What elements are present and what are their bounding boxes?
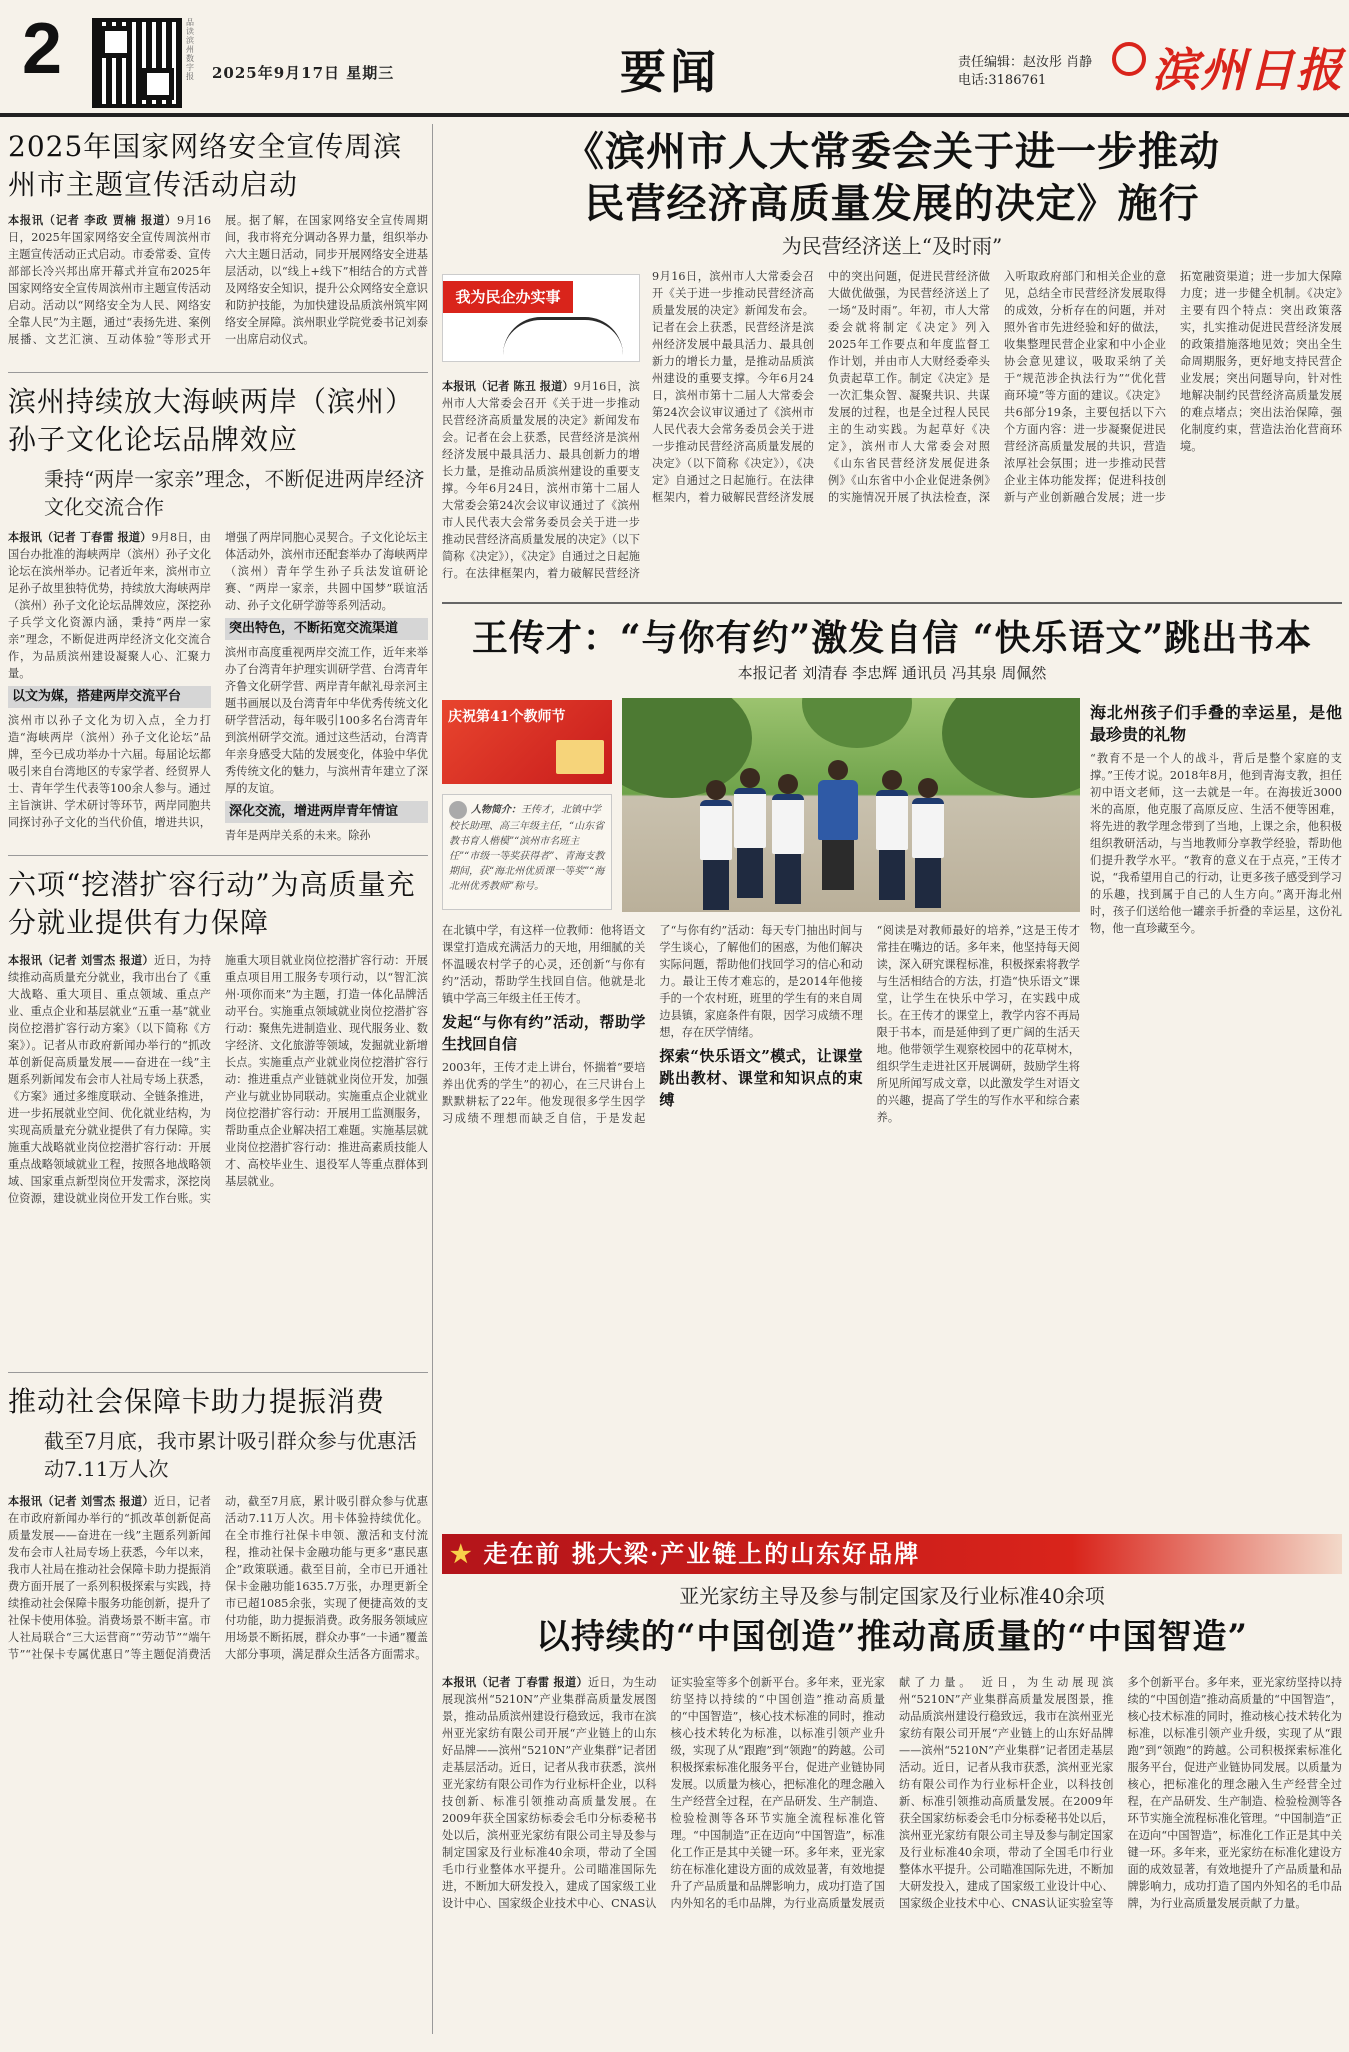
series-banner[interactable] <box>442 1534 1342 1574</box>
image-caption: 我为民企办实事 <box>443 281 573 313</box>
teachers-day-poster[interactable] <box>442 700 612 784</box>
section-label: 探索“快乐语文”模式，让课堂跳出教材、课堂和知识点的束缚 <box>659 1047 863 1109</box>
article-title[interactable]: 2025年国家网络安全宣传周滨州市主题宣传活动启动 <box>8 130 403 201</box>
page-number: 2 <box>22 9 63 89</box>
lead-title-line1[interactable]: 《滨州市人大常委会关于进一步推动 <box>564 128 1220 175</box>
lead-image[interactable] <box>442 274 640 362</box>
article-body <box>8 1493 428 1823</box>
right-column <box>442 124 1342 2044</box>
student-figure <box>912 778 944 908</box>
feature-title[interactable]: 王传才：“与你有约”激发自信 “快乐语文”跳出书本 <box>471 617 1313 659</box>
series-banner-text: 走在前 挑大梁·产业链上的山东好品牌 <box>483 1539 921 1568</box>
lead-body-col1 <box>442 378 640 598</box>
star-icon: ★ <box>450 1539 474 1568</box>
article-text: 2003年，王传才走上讲台，怀揣着“要培养出优秀的学生”的初心，在三尺讲台上默默耕耘了22年。他发现很多学生因学习成绩不理想而缺乏自信，于是发起了“与你有约”活动：每天专门抽出时间与学生谈心，了解他们的困惑，为他们解决实际问题，帮助他们找回学习的信心和动力。最让王传才难忘的，是2014年他接手的一个农村班，班里的学生有的来自周边县镇，家庭条件有限，因学习成绩不理想，存在厌学情绪。 <box>442 924 863 1125</box>
article-title[interactable]: 六项“挖潜扩容行动”为高质量充分就业提供有力保障 <box>8 868 416 939</box>
byline: 本报讯（记者 李政 贾楠 报道） <box>8 213 177 227</box>
article-text: 青年是两岸关系的未来。除孙 <box>225 829 371 842</box>
profile-box <box>442 794 612 910</box>
byline: 本报讯（记者 陈丑 报道） <box>442 379 574 393</box>
section-label: 深化交流，增进两岸青年情谊 <box>225 801 428 823</box>
article-body <box>8 529 428 845</box>
article-text: 9月16日，滨州市人大常委会召开《关于进一步推动民营经济高质量发展的决定》新闻发布会。记者在会上获悉，民营经济是滨州经济发展中最具活力、最具创新力的增长力量，是推动品质滨州建设的重要支撑。今年6月24日，滨州市第十二届人大常委会第24次会议审议通过了《滨州市人民代表大会常务委员会关于进一步推动民营经济高质量发展的决定》（以下简称《决定》），《决定》自通过之日起施行。在法律框架内，着力破解民营经济发展中的突出问题，促进民营经济做大做优做强，为民营经济送上了一场“及时雨”。年初，市人大常委会就将制定《决定》列入2025年工作要点和年度监督工作计划，并由市人大财经委牵头负责起草工作。制定《决定》是一次汇集众智、凝聚共识、共谋发展的过程，也是全过程人民民主的生动实践。为起草好《决定》，滨州市人大常委会对照《山东省民营经济发展促进条例》《山东省中小企业促进条例》的实施情况开展了执法检查，深入听取政府部门和相关企业的意见，总结全市民营经济发展取得的成效，分析存在的问题，并对照外省市先进经验和好的做法，收集整理民营企业家和中小企业协会意见建议，吸取采纳了关于“规范涉企执法行为”“优化营商环境”等方面的建议。《决定》共6部分19条，主要包括以下六个方面内容：进一步凝聚促进民营经济高质量发展的共识，营造浓厚社会氛围；进一步推动民营企业主体功能发挥；促进科技创新与产业创新融合发展；进一步拓宽融资渠道；进一步加大保障力度；进一步健全机制。《决定》主要有四个特点：突出政策落实，扎实推动促进民营经济发展的政策措施落地见效；突出全生命周期服务，更好地支持民营企业发展；突出问题导向，针对性地解决制约民营经济高质量发展的难点堵点；突出法治保障，强化制度约束，营造法治化营商环境。 <box>652 270 1342 504</box>
divider <box>8 1372 428 1373</box>
feature-byline: 本报记者 刘清春 李忠辉 通讯员 冯其泉 周佩然 <box>737 664 1047 682</box>
section-label: 海北州孩子们手叠的幸运星，是他最珍贵的礼物 <box>1090 703 1342 744</box>
column-divider <box>432 124 433 2034</box>
student-figure <box>700 780 732 910</box>
article-body <box>8 212 428 362</box>
masthead <box>0 0 1349 110</box>
poster-text: 庆祝第41个教师节 <box>448 709 566 725</box>
article-text: 在北镇中学，有这样一位教师：他将语文课堂打造成充满活力的天地，用细腻的关怀温暖农村学子的心灵，还创新“与你有约”活动，帮助学生找回自信。他就是北镇中学高三年级主任王传才。 <box>442 924 646 1005</box>
article-text: 滨州市高度重视两岸交流工作，近年来举办了台湾青年护理实训研学营、台湾青年齐鲁文化研学营、两岸青年献礼母亲河主题书画展以及台湾青年中华优秀传统文化研学营活动，每年吸引100多名台湾青年到滨州研学交流。通过这些活动，台湾青年亲身感受大陆的发展变化，体验中华优秀传统文化的魅力，与滨州青年建立了深厚的友谊。 <box>225 646 428 795</box>
header-divider <box>0 113 1349 117</box>
series-subtitle: 亚光家纺主导及参与制定国家及行业标准40余项 <box>679 1584 1105 1608</box>
article-social-security-card[interactable] <box>8 1383 428 1823</box>
tree <box>942 698 1080 798</box>
article-text: 9月8日，由国台办批准的海峡两岸（滨州）孙子文化论坛在滨州举办。记者近年来，滨州市立足孙子故里独特优势，持续放大海峡两岸（滨州）孙子文化论坛品牌效应，深挖孙子兵学文化资源内涵，秉持“两岸一家亲”理念，不断促进两岸经济文化交流合作，为品质滨州建设凝聚人心、汇聚力量。 <box>8 531 211 680</box>
calligraphy-stroke <box>503 317 623 355</box>
divider <box>8 855 428 856</box>
article-text: 近日，为持续推动高质量充分就业，我市出台了《重大战略、重大项目、重点领域、重点产业、重点企业和基层就业“五重一基”就业岗位挖潜扩容行动方案》（以下简称《方案》）。记者从市政府新闻办举行的“抓改革创新促高质量发展——奋进在一线”主题系列新闻发布会市人社局专场上获悉，《方案》通过多维度联动、全链条推进，进一步拓展就业空间、优化就业结构，为实现高质量充分就业提供了有力保障。实施重大战略就业岗位挖潜扩容行动：开展重点战略领域就业工程，按照各地战略领域、国家重点新型岗位开发需求，深挖岗位资源，建设就业岗位开发工作台账。实施重大项目就业岗位挖潜扩容行动：开展重点项目用工服务专项行动，以“智汇滨州·项你而来”为主题，打造一体化品牌活动平台。实施重点领域就业岗位挖潜扩容行动：聚焦先进制造业、现代服务业、数字经济、文化旅游等领域，发掘就业新增长点。实施重点产业就业岗位挖潜扩容行动：推进重点产业链就业岗位开发，加强产业与就业协同联动。实施重点企业就业岗位挖潜扩容行动：开展用工监测服务，帮助重点企业解决招工难题。实施基层就业岗位挖潜扩容行动：推进高素质技能人才、高校毕业生、退役军人等重点群体到基层就业。 <box>8 954 428 1205</box>
section-label: 发起“与你有约”活动，帮助学生找回自信 <box>442 1013 646 1053</box>
article-text: 9月16日，2025年国家网络安全宣传周滨州市主题宣传活动正式启动。市委常委、宣传部部长冷兴邦出席开幕式并宣布2025年国家网络安全宣传周滨州市主题宣传活动启动。活动以“网络安全为人民、网络安全靠人民”为主题，通过“表扬先进、案例展播、文艺汇演、互动体验”等形式开展。据了解，在国家网络安全宣传周期间，我市将充分调动各界力量，组织举办六大主题日活动，同步开展网络安全进基层活动，以“线上+线下”相结合的方式普及网络安全知识，提升公众网络安全意识和防护技能，为加快建设品质滨州筑牢网络安全屏障。滨州职业学院党委书记刘泰一出席启动仪式。 <box>8 214 428 346</box>
article-text: 近日，记者在市政府新闻办举行的“抓改革创新促高质量发展——奋进在一线”主题系列新闻发布会市人社局专场上获悉，今年以来，我市人社局在推动社会保障卡助力提振消费方面开展了一系列积极探索与实践，持续推动社会保障卡服务功能创新，提升了社保卡使用体验。消费场景不断丰富。市人社局联合“三大运营商”“劳动节”“端午节”“社保卡专属优惠日”等主题促消费活动，截至7月底，累计吸引群众参与优惠活动7.11万人次。用卡体验持续优化。在全市推行社保卡申领、激活和支付流程，推动社保卡金融功能与更多“惠民惠企”政策联通。截至目前，全市已开通社保卡金融功能1635.7万张，办理更新全市已超1085余张，实现了便捷高效的支付功能，助力提振消费。政务服务领域应用场景不断拓展，群众办事“一卡通”覆盖大部分事项，满足群众生活各方面需求。 <box>8 1495 428 1661</box>
tree <box>622 698 752 798</box>
qr-code[interactable] <box>92 18 182 108</box>
article-text: 滨州市以孙子文化为切入点，全力打造“海峡两岸（滨州）孙子文化论坛”品牌，至今已成功举办十六届。每届论坛都吸引来自台湾地区的专家学者、经贸界人士、青年学生代表等100余人参与。通过主旨演讲、学术研讨等环节，两岸同胞共同探讨孙子文化的当代价值，增进共识，增强了两岸同胞心灵契合。子文化论坛主体活动外，滨州市还配套举办了海峡两岸（滨州）青年学生孙子兵法发谊研论赛、“两岸一家亲，共圆中国梦”联谊活动、孙子文化研学游等系列活动。 <box>8 531 428 829</box>
editor-phone: 电话:3186761 <box>958 73 1047 88</box>
article-subtitle: 秉持“两岸一家亲”理念，不断促进两岸经济文化交流合作 <box>44 467 425 519</box>
lead-subtitle: 为民营经济送上“及时雨” <box>781 234 1003 258</box>
feature-body <box>442 922 1080 1528</box>
article-body <box>8 952 428 1362</box>
series-body <box>442 1674 1342 2044</box>
article-text: “教育不是一个人的战斗，背后是整个家庭的支撑。”王传才说。2018年8月，他到青海支教，担任初中语文老师，这一去就是一年。在海拔近3000米的高原，他克服了高原反应、生活不便等困难，将先进的教学理念带到了当地，上课之余，他积极组织教研活动，与当地教师分享教学经验，帮助他们提升教学水平。“教育的意义在于点亮，”王传才说，“我希望用自己的行动，让更多孩子感受到学习的乐趣，找到属于自己的人生方向。”离开海北州时，孩子们送给他一罐亲手折叠的幸运星，这份礼物，他一直珍藏至今。 <box>1090 752 1342 935</box>
teacher-figure <box>818 760 858 890</box>
issue-date: 2025年9月17日 星期三 <box>212 64 395 82</box>
profile-label: 人物简介： <box>471 804 521 816</box>
newspaper-logo-icon <box>1112 42 1146 76</box>
article-text: 近日，为生动展现滨州“5210N”产业集群高质量发展图景，推动品质滨州建设行稳致远，我市在滨州亚光家纺有限公司开展“产业链上的山东好品牌——滨州“5210N”产业集群”记者团走基层活动。近日，记者从我市获悉，滨州亚光家纺有限公司作为行业标杆企业，以科技创新、标准引领推动高质量发展。在2009年获全国家纺标委会毛巾分标委秘书处以后，滨州亚光家纺有限公司主导及参与制定国家及行业标准40余项，带动了全国毛巾行业整体水平提升。公司瞄准国际先进，不断加大研发投入，建成了国家级工业设计中心、国家级企业技术中心、CNAS认证实验室等多个创新平台。多年来，亚光家纺坚持以持续的“中国创造”推动高质量的“中国智造”，核心技术标准的同时，推动核心技术转化为标准，以标准引领产业升级，实现了从“跟跑”到“领跑”的跨越。公司积极探索标准化服务平台，促进产业链协同发展。以质量为核心，把标准化的理念融入生产经营全过程，在产品研发、生产制造、检验检测等各环节实施全流程标准化管理。“中国制造”正在迈向“中国智造”，标准化工作正是其中关键一环。多年来，亚光家纺在标准化建设方面的成效显著，有效地提升了产品质量和品牌影响力，成功打造了国内外知名的毛巾品牌，为行业高质量发展贡献了力量。 <box>442 1676 975 1910</box>
tree <box>802 698 912 748</box>
article-subtitle: 截至7月底，我市累计吸引群众参与优惠活动7.11万人次 <box>44 1429 417 1481</box>
article-employment[interactable] <box>8 866 428 1362</box>
student-figure <box>734 768 766 898</box>
article-text: “阅读是对教师最好的培养，”这是王传才常挂在嘴边的话。多年来，他坚持每天阅读，深入研究课程标准，积极探索将教学与生活相结合的方法，打造“快乐语文”课堂，让学生在快乐中学习，在实践中成长。在王传才的课堂上，教学内容不再局限于书本，而是延伸到了更广阔的生活天地。他带领学生观察校园中的花草树木，组织学生走进社区开展调研，鼓励学生将所见所闻写成文章，以此激发学生对语文的兴趣，提高了学生的写作水平和综合素养。 <box>876 924 1080 1124</box>
editor-info <box>958 54 1092 90</box>
series-title[interactable]: 以持续的“中国创造”推动高质量的“中国智造” <box>535 1617 1249 1657</box>
section-label: 突出特色，不断拓宽交流渠道 <box>225 618 428 640</box>
article-sunzi-forum[interactable] <box>8 383 428 845</box>
student-figure <box>772 774 804 904</box>
left-column <box>8 124 428 2044</box>
newspaper-logo: 滨州日报 <box>1152 43 1344 97</box>
feature-side-col <box>1090 698 1342 1528</box>
divider <box>8 372 428 373</box>
section-label: 以文为媒，搭建两岸交流平台 <box>8 686 211 708</box>
editor-names: 责任编辑：赵汝彤 肖静 <box>958 55 1093 70</box>
feature-photo[interactable] <box>622 698 1080 912</box>
article-private-economy[interactable] <box>442 126 1342 598</box>
article-yaguang-textile[interactable] <box>442 1534 1342 2044</box>
article-network-security[interactable] <box>8 128 428 362</box>
byline: 本报讯（记者 丁春雷 报道） <box>442 1675 588 1689</box>
byline: 本报讯（记者 刘雪杰 报道） <box>8 953 154 967</box>
lead-body <box>652 268 1342 598</box>
divider <box>442 602 1342 604</box>
article-wang-chuancai[interactable] <box>442 614 1342 1534</box>
profile-text: 王传才，北镇中学校长助理、高三年级主任，“山东省教书育人楷模”“滨州市名班主任”“市级一等奖获得者”、青海支教期间，获“海北州优质课一等奖”“海北州优秀教师”称号。 <box>449 804 605 892</box>
byline: 本报讯（记者 刘雪杰 报道） <box>8 1494 154 1508</box>
lead-title-line2[interactable]: 民营经济高质量发展的决定》施行 <box>584 180 1200 227</box>
byline: 本报讯（记者 丁春雷 报道） <box>8 530 152 544</box>
article-text: 近日，为生动展现滨州“5210N”产业集群高质量发展图景，推动品质滨州建设行稳致远，我市在滨州亚光家纺有限公司开展“产业链上的山东好品牌——滨州“5210N”产业集群”记者团走基层活动。近日，记者从我市获悉，滨州亚光家纺有限公司作为行业标杆企业，以科技创新、标准引领推动高质量发展。在2009年获全国家纺标委会毛巾分标委秘书处以后，滨州亚光家纺有限公司主导及参与制定国家及行业标准40余项，带动了全国毛巾行业整体水平提升。公司瞄准国际先进，不断加大研发投入，建成了国家级工业设计中心、国家级企业技术中心、CNAS认证实验室等多个创新平台。多年来，亚光家纺坚持以持续的“中国创造”推动高质量的“中国智造”，核心技术标准的同时，推动核心技术转化为标准，以标准引领产业升级，实现了从“跟跑”到“领跑”的跨越。公司积极探索标准化服务平台，促进产业链协同发展。以质量为核心，把标准化的理念融入生产经营全过程，在产品研发、生产制造、检验检测等各环节实施全流程标准化管理。“中国制造”正在迈向“中国智造”，标准化工作正是其中关键一环。多年来，亚光家纺在标准化建设方面的成效显著，有效地提升了产品质量和品牌影响力，成功打造了国内外知名的毛巾品牌，为行业高质量发展贡献了力量。 <box>899 1676 1342 1910</box>
book-icon <box>556 740 604 774</box>
qr-caption: 品读滨州数字报 <box>186 18 194 81</box>
article-title[interactable]: 滨州持续放大海峡两岸（滨州）孙子文化论坛品牌效应 <box>8 385 415 456</box>
section-title: 要闻 <box>620 45 720 99</box>
article-text: 9月16日，滨州市人大常委会召开《关于进一步推动民营经济高质量发展的决定》新闻发布会。记者在会上获悉，民营经济是滨州经济发展中最具活力、最具创新力的增长力量，是推动品质滨州建设的重要支撑。今年6月24日，滨州市第十二届人大常委会第24次会议审议通过了《滨州市人民代表大会常务委员会关于进一步推动民营经济高质量发展的决定》（以下简称《决定》），《决定》自通过之日起施行。在法律框架内，着力破解民营经济 <box>442 380 640 580</box>
student-figure <box>876 770 908 900</box>
article-title[interactable]: 推动社会保障卡助力提振消费 <box>8 1385 386 1418</box>
person-icon <box>449 801 467 819</box>
